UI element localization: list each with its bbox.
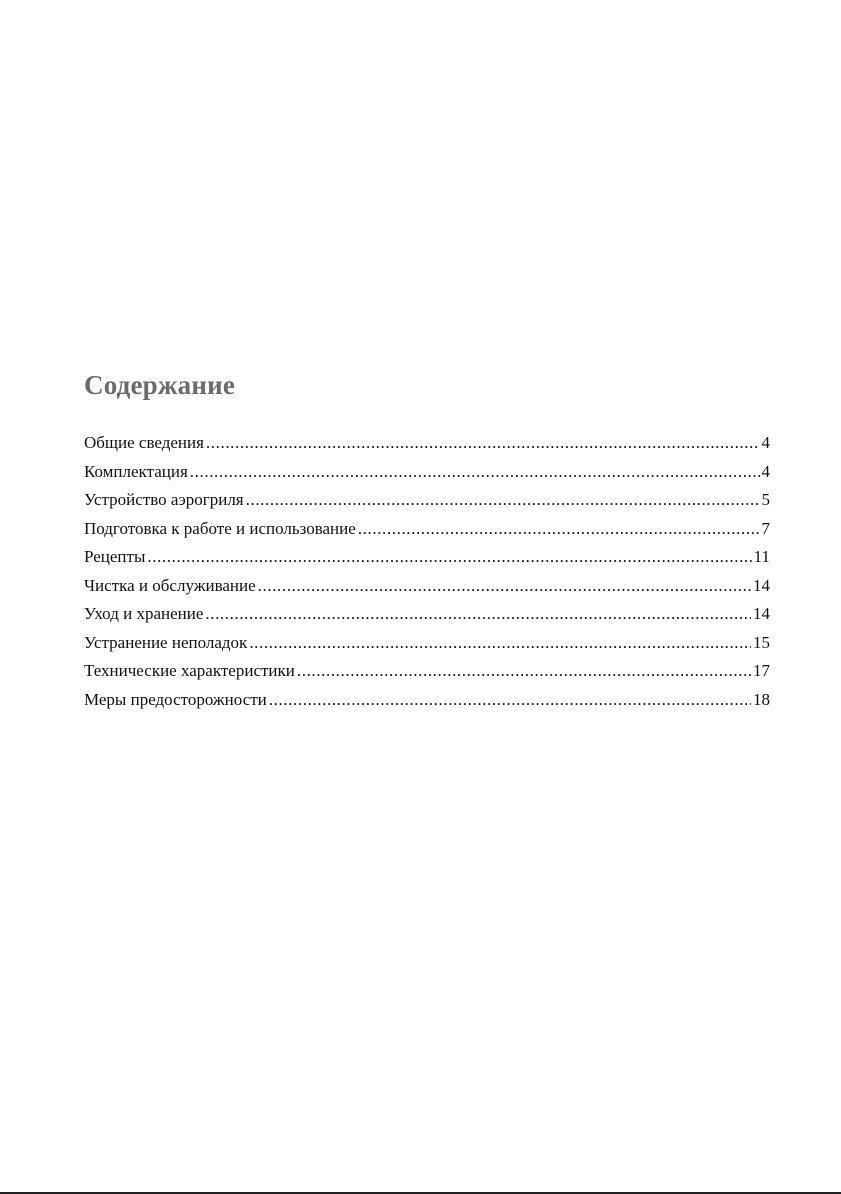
toc-entry-label: Меры предосторожности: [84, 689, 267, 709]
toc-entry-label: Общие сведения: [84, 433, 204, 452]
toc-entry-page: 18: [753, 689, 770, 709]
toc-entry-page: 4: [761, 433, 770, 452]
toc-dot-leader: [297, 657, 751, 686]
toc-entry-label: Рецепты: [84, 547, 146, 566]
toc-entry[interactable]: [84, 543, 770, 572]
toc-entry[interactable]: [84, 429, 770, 458]
toc-dot-leader: [190, 458, 760, 487]
toc-dot-leader: [246, 486, 760, 515]
toc-dot-leader: [358, 515, 760, 544]
toc-dot-leader: [249, 629, 751, 658]
toc-entry[interactable]: [84, 686, 770, 715]
toc-entry-label: Чистка и обслуживание: [84, 575, 256, 595]
toc-entry-page: 15: [753, 632, 770, 652]
toc-entry-page: 7: [761, 518, 770, 538]
toc-dot-leader: [205, 600, 751, 629]
toc-dot-leader: [206, 429, 760, 458]
toc-entry-label: Устранение неполадок: [84, 632, 248, 652]
toc-entry-label: Комплектация: [84, 461, 188, 481]
toc-entry[interactable]: [84, 572, 770, 601]
toc-entry[interactable]: [84, 657, 770, 686]
toc-heading: Содержание: [84, 370, 236, 400]
toc-entry[interactable]: [84, 486, 770, 515]
toc-entry-label: Устройство аэрогриля: [84, 490, 244, 509]
toc-entry[interactable]: [84, 629, 770, 658]
toc-entry-label: Технические характеристики: [84, 661, 295, 680]
toc-dot-leader: [258, 572, 751, 601]
table-of-contents: [84, 429, 770, 714]
toc-entry[interactable]: [84, 600, 770, 629]
toc-entry-page: 4: [761, 461, 770, 481]
toc-entry-page: 17: [753, 661, 770, 680]
toc-entry-label: Уход и хранение: [84, 604, 204, 623]
toc-entry-page: 11: [753, 547, 770, 566]
toc-entry-label: Подготовка к работе и использование: [84, 518, 356, 538]
toc-entry-page: 14: [753, 575, 770, 595]
toc-dot-leader: [147, 543, 751, 572]
toc-entry-page: 5: [761, 490, 770, 509]
toc-entry[interactable]: [84, 515, 770, 544]
toc-entry[interactable]: [84, 458, 770, 487]
toc-dot-leader: [269, 686, 751, 715]
toc-entry-page: 14: [753, 604, 770, 623]
